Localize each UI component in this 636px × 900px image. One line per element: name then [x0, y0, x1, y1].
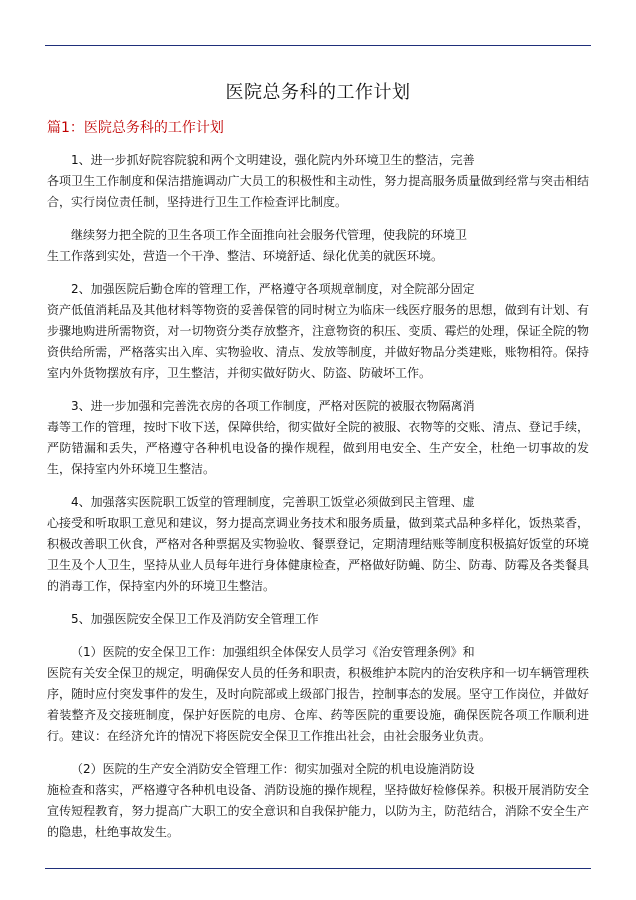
paragraph-1 [47, 150, 589, 213]
paragraph-5-first-line: 4、加强落实医院职工饭堂的管理制度，完善职工饭堂必须做到民主管理、虚 [71, 495, 475, 509]
paragraph-3-body: 资产低值消耗品及其他材料等物资的妥善保管的同时树立为临床一线医疗服务的思想，做到有计划、有步骤地购进所需物资，对一切物资分类存放整齐，注意物资的积压、变质、霉烂的处理，保证全院的物资供给所需，严格落实出入库、实物验收、清点、发放等制度，并做好物品分类建账，账物相符。保持室内外货物摆放有序，卫生整洁，并彻实做好防火、防盗、防破坏工作。 [47, 303, 589, 380]
paragraph-4-first-line: 3、进一步加强和完善洗衣房的各项工作制度，严格对医院的被服衣物隔离消 [71, 399, 475, 413]
paragraph-4 [47, 396, 589, 480]
paragraph-6: 5、加强医院安全保卫工作及消防安全管理工作 [71, 612, 319, 626]
section-heading: 篇1：医院总务科的工作计划 [47, 120, 224, 136]
paragraph-2 [47, 225, 589, 267]
document-body [47, 80, 589, 855]
paragraph-3-first-line: 2、加强医院后勤仓库的管理工作，严格遵守各项规章制度，对全院部分固定 [71, 282, 475, 296]
header-rule [45, 45, 591, 46]
paragraph-2-first-line: 继续努力把全院的卫生各项工作全面推向社会服务代管理，使我院的环境卫 [71, 228, 468, 242]
paragraph-8 [47, 759, 589, 843]
footer-rule [45, 868, 591, 869]
paragraph-8-first-line: （2）医院的生产安全消防安全管理工作：彻实加强对全院的机电设施消防设 [71, 762, 475, 776]
document-title: 医院总务科的工作计划 [225, 82, 411, 103]
paragraph-4-body: 毒等工作的管理，按时下收下送，保障供给，彻实做好全院的被服、衣物等的交账、清点、登记手续，严防错漏和丢失，严格遵守各种机电设备的操作规程，做到用电安全、生产安全，杜绝一切事故的发生，保持室内外环境卫生整洁。 [47, 420, 589, 476]
paragraph-7 [47, 642, 589, 747]
paragraph-7-body: 医院有关安全保卫的规定，明确保安人员的任务和职责，积极维护本院内的治安秩序和一切车辆管理秩序，随时应付突发事件的发生，及时向院部或上级部门报告，控制事态的发展。坚守工作岗位，并做好着装整齐及交接班制度，保护好医院的电房、仓库、药等医院的重要设施，确保医院各项工作顺利进行。建议：在经济允许的情况下将医院安全保卫工作推出社会，由社会服务业负责。 [47, 666, 589, 743]
paragraph-5-body: 心接受和听取职工意见和建议，努力提高烹调业务技术和服务质量，做到菜式品种多样化，饭热菜香，积极改善职工伙食，严格对各种票据及实物验收、餐票登记，定期清理结账等制度积极搞好饭堂的环境卫生及个人卫生，坚持从业人员每年进行身体健康检查，严格做好防蝇、防尘、防毒、防霉及各类餐具的消毒工作，保持室内外的环境卫生整洁。 [47, 516, 589, 593]
paragraph-1-first-line: 1、进一步抓好院容院貌和两个文明建设，强化院内外环境卫生的整洁，完善 [71, 153, 475, 167]
paragraph-5 [47, 492, 589, 597]
paragraph-7-first-line: （1）医院的安全保卫工作：加强组织全体保安人员学习《治安管理条例》和 [71, 645, 475, 659]
paragraph-8-body: 施检查和落实，严格遵守各种机电设备、消防设施的操作规程，坚持做好检修保养。积极开展消防安全宣传短程教育，努力提高广大职工的安全意识和自我保护能力，以防为主，防范结合，消除不安全生产的隐患，杜绝事故发生。 [47, 783, 589, 839]
paragraph-2-body: 生工作落到实处，营造一个干净、整洁、环境舒适、绿化优美的就医环境。 [47, 249, 444, 263]
paragraph-3 [47, 279, 589, 384]
paragraph-1-body: 各项卫生工作制度和保洁措施调动广大员工的积极性和主动性，努力提高服务质量做到经常与突击相结合，实行岗位责任制，坚持进行卫生工作检查评比制度。 [47, 174, 589, 209]
